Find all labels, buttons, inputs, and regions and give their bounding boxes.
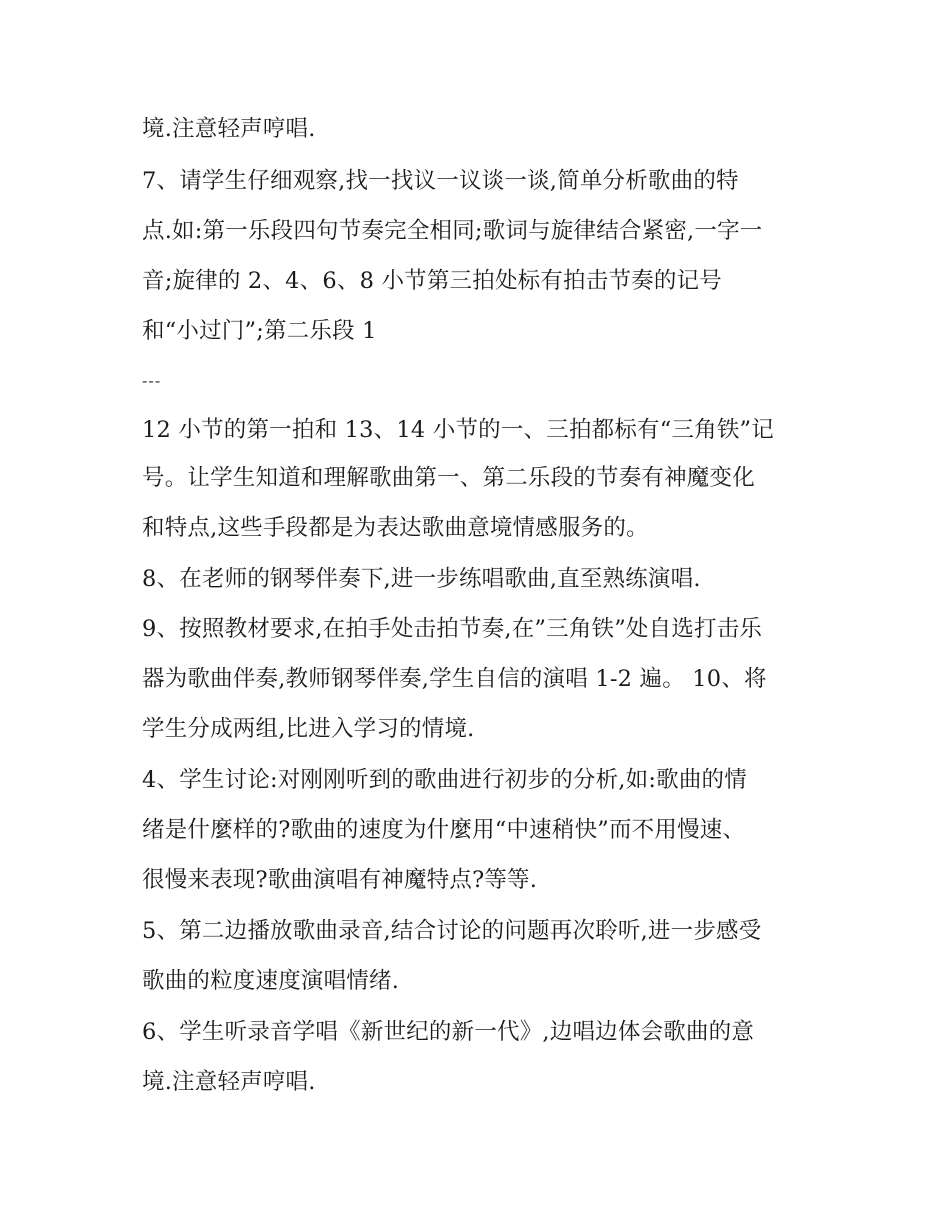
text-line: 境.注意轻声哼唱. bbox=[142, 116, 316, 142]
text-line: 6、学生听录音学唱《新世纪的新一代》,边唱边体会歌曲的意 bbox=[142, 1019, 755, 1045]
text-line: 9、按照教材要求,在拍手处击拍节奏,在”三角铁”处自选打击乐 bbox=[142, 616, 763, 642]
text-line: 7、请学生仔细观察,找一找议一议谈一谈,简单分析歌曲的特 bbox=[142, 168, 739, 194]
text-line: 点.如:第一乐段四句节奏完全相同;歌词与旋律结合紧密,一字一 bbox=[142, 218, 763, 244]
text-line: 歌曲的粒度速度演唱情绪. bbox=[142, 968, 400, 994]
text-line: 8、在老师的钢琴伴奏下,进一步练唱歌曲,直至熟练演唱. bbox=[142, 566, 701, 592]
text-line: 4、学生讨论:对刚刚听到的歌曲进行初步的分析,如:歌曲的情 bbox=[142, 767, 747, 793]
text-line: 很慢来表现?歌曲演唱有神魔特点?等等. bbox=[142, 867, 538, 893]
text-line: 绪是什麼样的?歌曲的速度为什麼用“中速稍快”而不用慢速、 bbox=[142, 817, 746, 843]
section-separator: --- bbox=[142, 371, 162, 390]
text-line: 和“小过门”;第二乐段 1 bbox=[142, 318, 377, 344]
text-line: 音;旋律的 2、4、6、8 小节第三拍处标有拍击节奏的记号 bbox=[142, 268, 722, 294]
text-line: 号。让学生知道和理解歌曲第一、第二乐段的节奏有神魔变化 bbox=[142, 465, 755, 491]
text-line: 5、第二边播放歌曲录音,结合讨论的问题再次聆听,进一步感受 bbox=[142, 918, 762, 944]
text-line: 学生分成两组,比进入学习的情境. bbox=[142, 716, 475, 742]
text-line: 和特点,这些手段都是为表达歌曲意境情感服务的。 bbox=[142, 515, 649, 541]
text-line: 境.注意轻声哼唱. bbox=[142, 1069, 316, 1095]
text-line: 器为歌曲伴奏,教师钢琴伴奏,学生自信的演唱 1-2 遍。 10、将 bbox=[142, 666, 767, 692]
text-line: 12 小节的第一拍和 13、14 小节的一、三拍都标有“三角铁”记 bbox=[142, 417, 774, 443]
